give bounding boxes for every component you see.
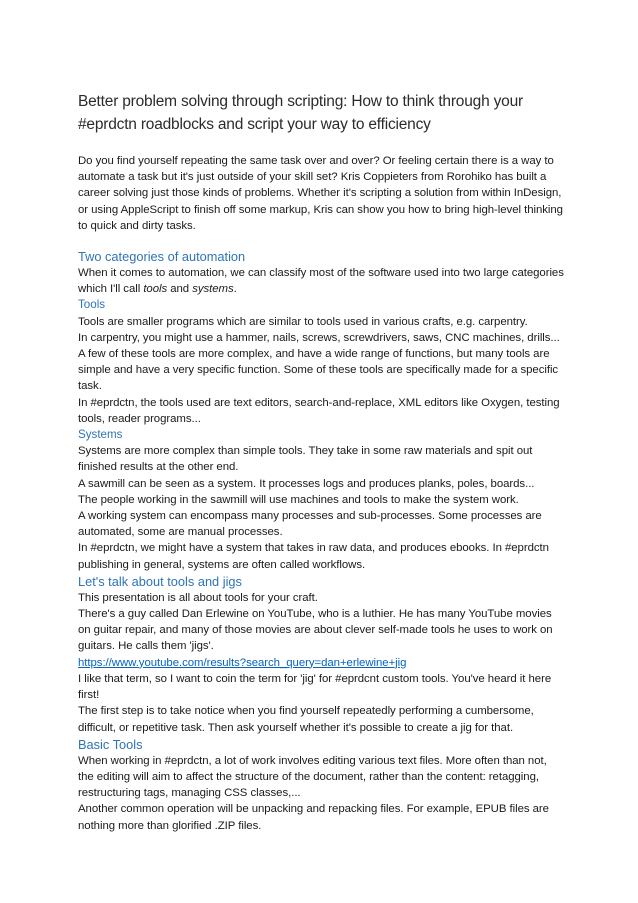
- intro-paragraph: Do you find yourself repeating the same task over and over? Or feeling certain there is a way to automate a task but it's just outside of your skill set? Kris Coppieters from Rorohiko has built a career solving just those kinds of problems. Whether it's scripting a solution from within InDesign, or using AppleScript to finish off some markup, Kris can show you how to bring high-level thinking to quick and dirty tasks.: [78, 155, 563, 232]
- tools-term: tools: [143, 283, 168, 296]
- systems-paragraph-1: Systems are more complex than simple tools. They take in some raw materials and spit out finished results at the other end.: [78, 445, 533, 474]
- automation-paragraph: [78, 265, 564, 297]
- period-text: .: [233, 283, 237, 296]
- jigs-paragraph-2: There's a guy called Dan Erlewine on YouTube, who is a luthier. He has many YouTube movies on guitar repair, and many of those movies are about clever self-made tools he uses to work on guitars. He calls them 'jigs'.: [78, 608, 553, 653]
- basic-paragraph-1: When working in #eprdctn, a lot of work involves editing various text files. More often than not, the editing will aim to affect the structure of the document, rather than the content: retagging, restructuring tags, managing CSS classes,...: [78, 754, 547, 800]
- heading-tools-and-jigs: Let's talk about tools and jigs: [78, 573, 242, 589]
- tools-paragraph-2: In carpentry, you might use a hammer, nails, screws, screwdrivers, saws, CNC machines, drills... A few of these tools are more complex, and have a wide range of functions, but many tools are simple and have a very specific function. Some of these tools are specifically made for a specific task.: [78, 331, 560, 393]
- youtube-link-line: [78, 655, 564, 671]
- heading-two-categories: Two categories of automation: [78, 249, 246, 265]
- tools-paragraph-1: Tools are smaller programs which are similar to tools used in various crafts, e.g. carpentry.: [78, 315, 528, 328]
- basic-paragraph-2: Another common operation will be unpacking and repacking files. For example, EPUB files are nothing more than glorified .ZIP files.: [78, 803, 549, 832]
- heading-tools: Tools: [78, 298, 106, 312]
- heading-basic-tools: Basic Tools: [78, 736, 143, 752]
- automation-text: When it comes to automation, we can classify most of the software used into two large categories which I'll call: [78, 267, 564, 296]
- document-page: [78, 90, 564, 834]
- document-title: Better problem solving through scripting: How to think through your #eprdctn roadblocks and script your way to efficiency: [78, 93, 523, 133]
- jigs-paragraph-1: This presentation is all about tools for your craft.: [78, 591, 318, 604]
- jigs-paragraph-4: The first step is to take notice when you find yourself repeatedly performing a cumbersome, difficult, or repetitive task. Then ask yourself whether it's possible to create a jig for that.: [78, 705, 534, 734]
- and-text: and: [167, 283, 193, 296]
- systems-paragraph-2: A sawmill can be seen as a system. It processes logs and produces planks, poles, boards...: [78, 477, 535, 490]
- systems-term: systems: [192, 283, 234, 296]
- systems-paragraph-4: A working system can encompass many processes and sub-processes. Some processes are automated, some are manual processes.: [78, 510, 542, 539]
- youtube-link[interactable]: https://www.youtube.com/results?search_query=dan+erlewine+jig: [78, 656, 407, 669]
- systems-paragraph-5: In #eprdctn, we might have a system that takes in raw data, and produces ebooks. In #eprdctn publishing in general, systems are often called workflows.: [78, 542, 549, 571]
- systems-paragraph-3: The people working in the sawmill will use machines and tools to make the system work.: [78, 493, 519, 506]
- tools-paragraph-3: In #eprdctn, the tools used are text editors, search-and-replace, XML editors like Oxygen, testing tools, reader programs...: [78, 396, 560, 425]
- jigs-paragraph-3: I like that term, so I want to coin the term for 'jig' for #eprdcnt custom tools. You've heard it here first!: [78, 672, 552, 702]
- heading-systems: Systems: [78, 428, 123, 442]
